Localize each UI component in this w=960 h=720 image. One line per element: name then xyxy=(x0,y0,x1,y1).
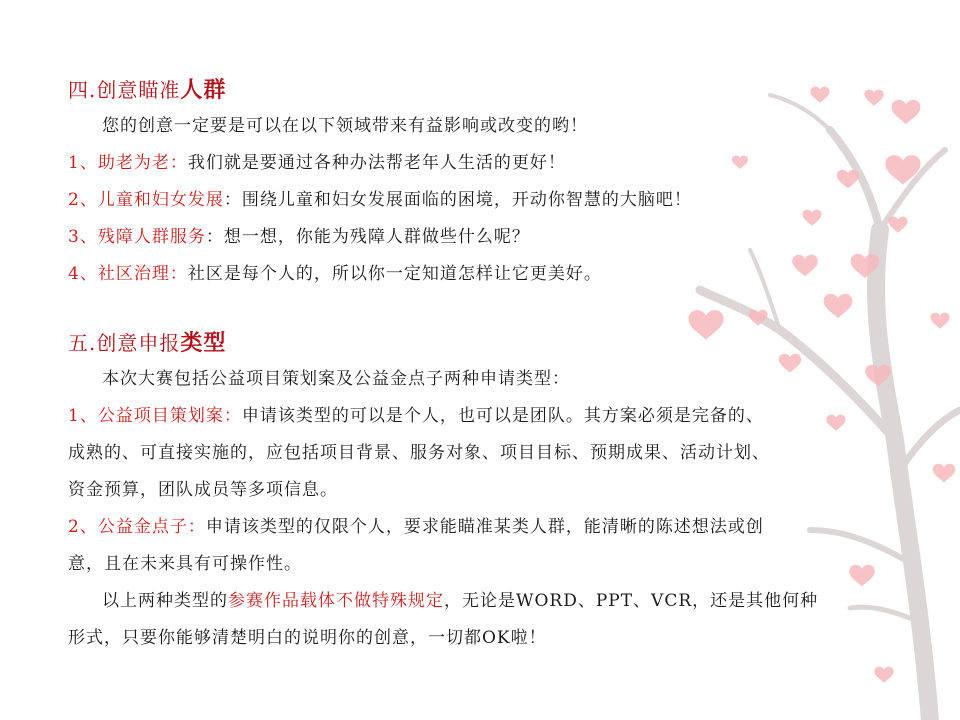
section-5-intro: 本次大赛包括公益项目策划案及公益金点子两种申请类型： xyxy=(102,369,570,389)
item-label: 2、公益金点子： xyxy=(68,517,206,537)
item-text: ：想一想，你能为残障人群做些什么呢？ xyxy=(205,227,530,247)
item-label: 1、助老为老： xyxy=(68,153,188,173)
section-5-item-2-line-1 xyxy=(68,509,898,546)
item-text: 社区是每个人的，所以你一定知道怎样让它更美好。 xyxy=(187,264,602,284)
spacer xyxy=(68,293,898,325)
section-4-item-1 xyxy=(68,145,898,182)
section-4-title-emphasis: 人群 xyxy=(180,77,227,103)
item-text: 申请该类型的可以是个人，也可以是团队。其方案必须是完备的、 xyxy=(241,406,764,426)
closing-text: 以上两种类型的 xyxy=(102,591,228,611)
section-5-item-1-line-1 xyxy=(68,398,898,435)
section-4-item-2 xyxy=(68,182,898,219)
section-5-item-1-line-2: 成熟的、可直接实施的，应包括项目背景、服务对象、项目目标、预期成果、活动计划、 xyxy=(68,443,770,463)
item-label: 2、儿童和妇女发展 xyxy=(68,190,224,210)
section-5-item-2-line-2: 意，且在未来具有可操作性。 xyxy=(68,554,302,574)
section-5-closing-line-1 xyxy=(68,583,898,620)
item-text: 申请该类型的仅限个人，要求能瞄准某类人群，能清晰的陈述想法或创 xyxy=(205,517,764,537)
section-4-title: 四.创意瞄准 xyxy=(68,78,181,102)
heart-icon xyxy=(930,313,949,329)
closing-text: ，无论是WORD、PPT、VCR，还是其他何种 xyxy=(444,591,819,611)
item-label: 3、残障人群服务 xyxy=(68,227,206,247)
item-text: ：围绕儿童和妇女发展面临的困境，开动你智慧的大脑吧！ xyxy=(223,190,692,210)
tree-branch xyxy=(900,410,960,470)
closing-highlight: 参赛作品载体不做特殊规定 xyxy=(228,591,444,611)
item-label: 4、社区治理： xyxy=(68,264,188,284)
section-4-item-4 xyxy=(68,256,898,293)
section-5-title-emphasis: 类型 xyxy=(180,330,227,356)
heart-icon xyxy=(874,667,893,683)
item-label: 1、公益项目策划案： xyxy=(68,406,242,426)
section-5-title: 五.创意申报 xyxy=(68,331,181,355)
section-5-closing-line-2: 形式，只要你能够清楚明白的说明你的创意，一切都OK啦！ xyxy=(68,628,547,648)
section-5-heading xyxy=(68,325,898,361)
section-4-intro: 您的创意一定要是可以在以下领域带来有益影响或改变的哟！ xyxy=(102,116,588,136)
section-4-item-3 xyxy=(68,219,898,256)
item-text: 我们就是要通过各种办法帮老年人生活的更好！ xyxy=(187,153,566,173)
section-4-heading xyxy=(68,72,898,108)
document-body xyxy=(68,72,898,657)
section-5-item-1-line-3: 资金预算，团队成员等多项信息。 xyxy=(68,480,338,500)
heart-icon xyxy=(933,464,955,483)
